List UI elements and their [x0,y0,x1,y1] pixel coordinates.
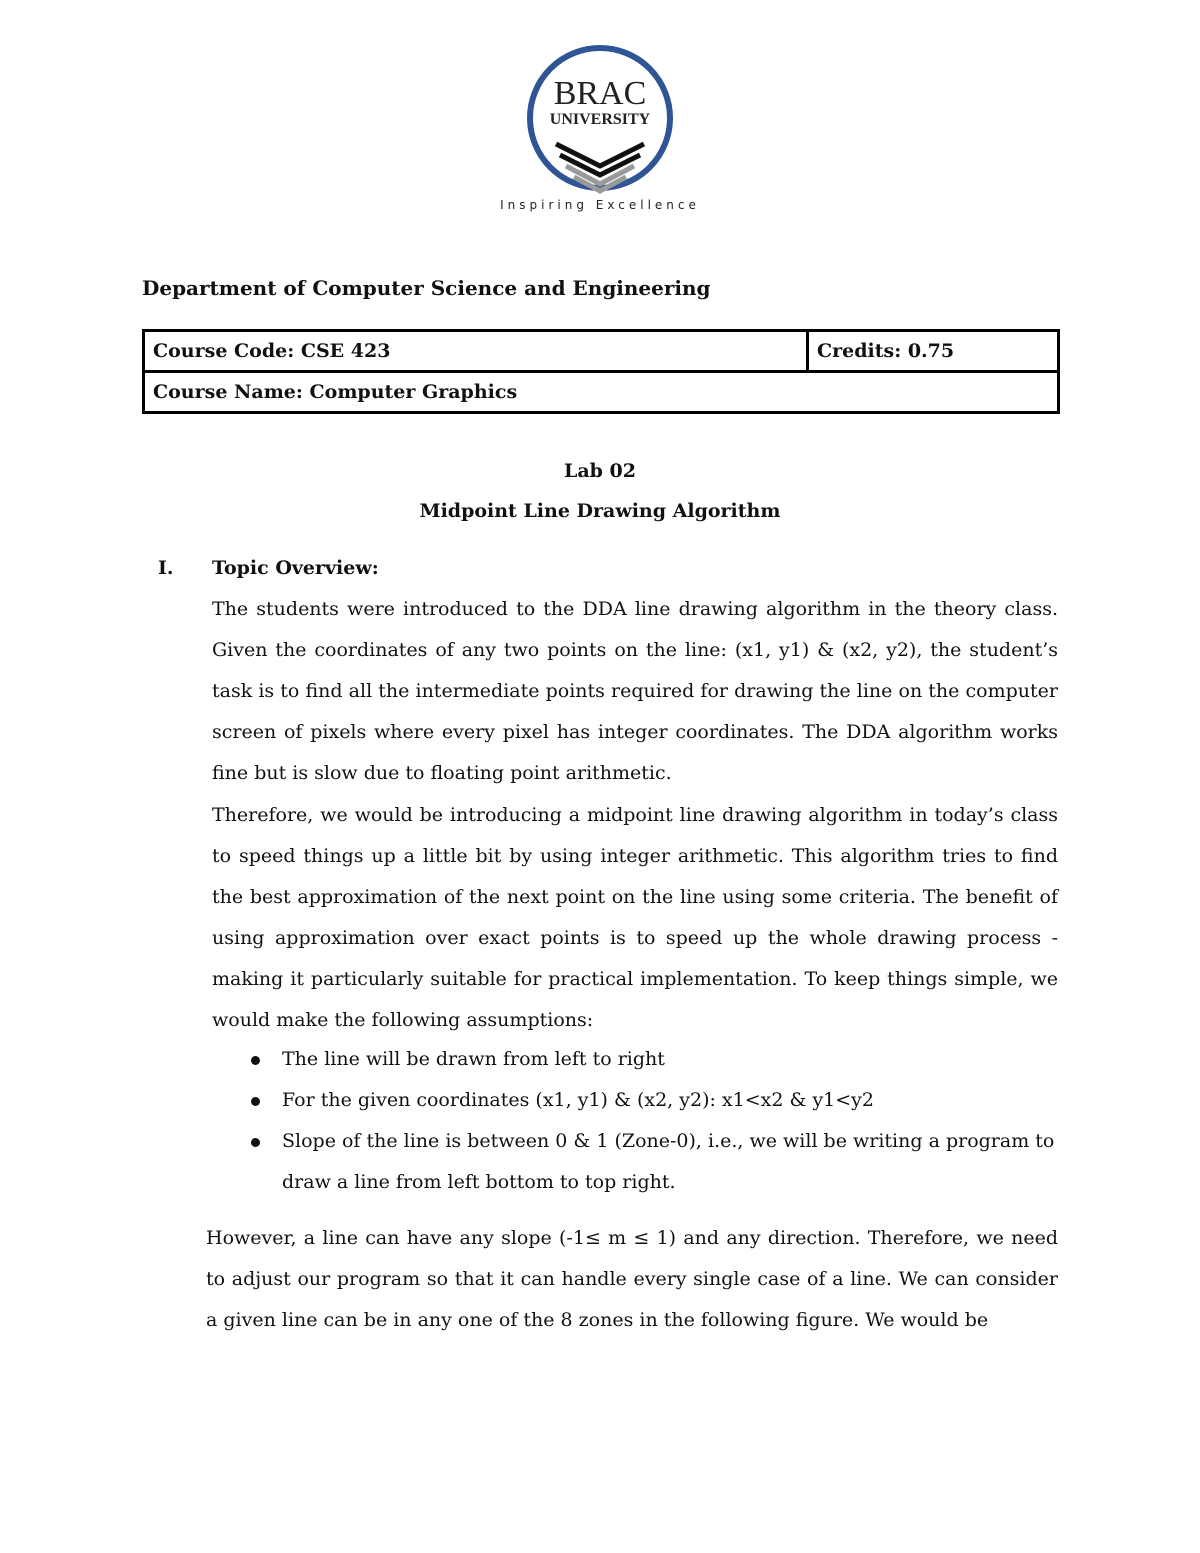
credits-cell: Credits: 0.75 [808,331,1059,372]
course-name-cell: Course Name: Computer Graphics [144,372,1059,413]
university-logo [490,38,710,228]
bullet-icon [251,1138,260,1147]
section-heading [158,557,379,579]
table-row [144,331,1059,372]
overview-paragraph-2: Therefore, we would be introducing a midpoint line drawing algorithm in today’s class to speed things up a little bit by using integer arithmetic. This algorithm tries to find the best approximation of the next point on the line using some criteria. The benefit of using approximation over exact points is to speed up the whole drawing process - making it particularly suitable for practical implementation. To keep things simple, we would make the following assumptions: [212,804,1058,1031]
logo-tagline: Inspiring Excellence [500,198,700,212]
list-item: For the given coordinates (x1, y1) & (x2, y2): x1<x2 & y1<y2 [245,1080,1058,1121]
table-row [144,372,1059,413]
section-numeral: I. [158,557,174,579]
logo-chevron-dark [556,144,644,166]
course-info-table [142,329,1060,414]
list-item: Slope of the line is between 0 & 1 (Zone-0), i.e., we will be writing a program to draw a line from left bottom to top right. [245,1121,1058,1203]
logo-brac: BRAC [553,75,647,112]
closing-paragraph: However, a line can have any slope (-1≤ m ≤ 1) and any direction. Therefore, we need to adjust our program so that it can handle every single case of a line. We can consider a given line can be in any one of the 8 zones in the following figure. We would be [206,1227,1058,1331]
lab-number: Lab 02 [563,460,636,482]
list-item: The line will be drawn from left to right [245,1039,1058,1080]
department-heading: Department of Computer Science and Engineering [142,276,711,300]
assumptions-list [245,1039,1058,1203]
bullet-icon [251,1097,260,1106]
overview-paragraph-1: The students were introduced to the DDA line drawing algorithm in the theory class. Given the coordinates of any two points on the line: (x1, y1) & (x2, y2), the student’s task is to find all the intermediate points required for drawing the line on the computer screen of pixels where every pixel has integer coordinates. The DDA algorithm works fine but is slow due to floating point arithmetic. [212,598,1058,784]
course-code-cell: Course Code: CSE 423 [144,331,808,372]
section-title: Topic Overview: [212,557,379,579]
logo-university: UNIVERSITY [549,111,651,128]
bullet-icon [251,1056,260,1065]
lab-title: Midpoint Line Drawing Algorithm [419,500,781,522]
